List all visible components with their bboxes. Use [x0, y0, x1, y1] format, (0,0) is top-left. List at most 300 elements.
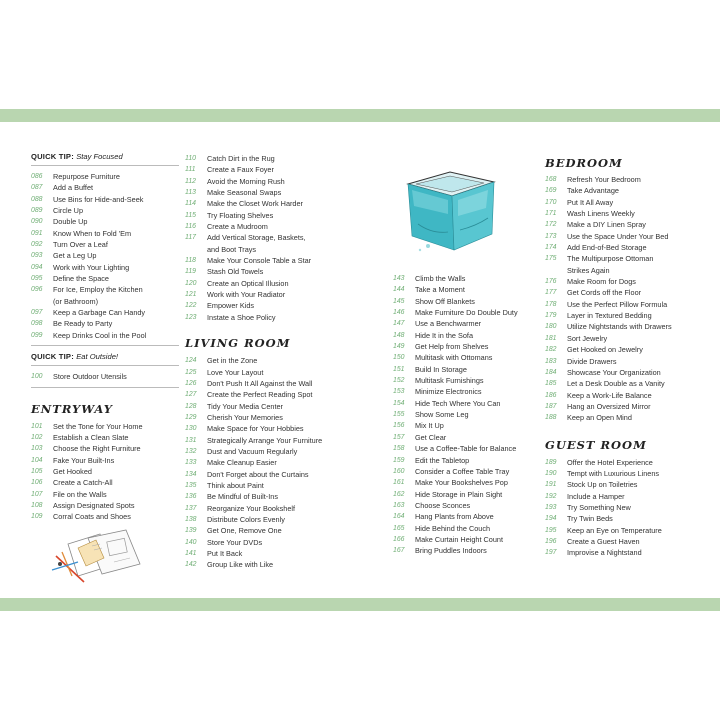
entry-number: 110: [185, 155, 196, 162]
entry-number: 142: [185, 561, 197, 569]
entry-number: 126: [185, 379, 197, 387]
toc-entry: [185, 525, 322, 536]
toc-entry: [545, 479, 672, 490]
entry-title: Instate a Shoe Policy: [207, 312, 276, 322]
entry-number: 096: [31, 286, 43, 294]
entry-number: 189: [545, 458, 557, 466]
toc-entry: [185, 266, 322, 277]
entry-title: Dust and Vacuum Regularly: [207, 446, 298, 456]
toc-entry: [545, 299, 672, 310]
entry-number: 155: [393, 411, 405, 419]
entry-number: 156: [393, 422, 405, 430]
toc-entry: [185, 164, 322, 175]
entry-number: 124: [185, 357, 197, 365]
toc-entry: [185, 300, 322, 311]
entry-number: 133: [185, 459, 197, 467]
toc-entry: [31, 284, 179, 295]
toc-entry: [545, 378, 672, 389]
entry-number: 151: [393, 365, 405, 373]
toc-entry: [545, 219, 672, 230]
toc-entry: [545, 525, 672, 536]
entry-number: 123: [185, 313, 197, 321]
quick-tip-heading: QUICK TIP: Stay Focused: [31, 152, 179, 166]
entry-title: Take Advantage: [567, 186, 619, 196]
toc-entry: [185, 278, 322, 289]
entry-number: 192: [545, 492, 557, 500]
entry-title: Keep an Open Mind: [567, 413, 632, 423]
teal-storage-box-illustration: [398, 154, 502, 258]
entry-number: 109: [31, 513, 43, 521]
toc-entry: [393, 307, 518, 318]
entry-title: Get Help from Shelves: [415, 342, 489, 352]
entry-title: Make Your Console Table a Star: [207, 256, 312, 266]
toc-entry: [185, 559, 322, 570]
toc-entry: [545, 401, 672, 412]
entry-number: 101: [31, 422, 43, 430]
entry-number: 168: [545, 176, 557, 183]
divider: [31, 387, 179, 388]
entry-number: 178: [545, 300, 557, 308]
entry-title: Utilize Nightstands with Drawers: [567, 322, 672, 332]
entry-number: 091: [31, 229, 43, 237]
entry-number: 187: [545, 402, 557, 410]
entry-title: Add a Buffet: [53, 183, 94, 193]
entry-number: 177: [545, 289, 557, 297]
entry-title: Hang an Oversized Mirror: [567, 401, 651, 411]
entry-number: 135: [185, 481, 197, 489]
section-title-bedroom: BEDROOM: [545, 156, 623, 170]
entry-title: Assign Designated Spots: [53, 500, 135, 510]
entry-number: 195: [545, 526, 557, 534]
entry-title: Add End-of-Bed Storage: [567, 243, 647, 253]
entry-number: 129: [185, 413, 197, 421]
toc-entry: [185, 289, 322, 300]
entry-title: Be Ready to Party: [53, 319, 113, 329]
toc-entry: [31, 205, 179, 216]
toc-entry: [185, 378, 322, 389]
entry-title-continuation: and Boot Trays: [207, 244, 257, 254]
toc-entry: [31, 182, 179, 193]
entry-title: Strategically Arrange Your Furniture: [207, 435, 323, 445]
entry-title: Use the Perfect Pillow Formula: [567, 299, 668, 309]
section-title-guest-room: GUEST ROOM: [545, 437, 647, 452]
entry-number: 197: [545, 549, 557, 557]
entry-number: 116: [185, 223, 196, 231]
entry-title: Use a Coffee-Table for Balance: [415, 444, 517, 454]
entry-number: 159: [393, 456, 405, 464]
toc-entry: [393, 296, 518, 307]
entry-title: Make Room for Dogs: [567, 277, 636, 287]
entry-title: Work with Your Radiator: [207, 290, 286, 300]
toc-entry: [393, 330, 518, 341]
toc-entry: [31, 330, 179, 341]
entry-title: Let a Desk Double as a Vanity: [567, 379, 665, 389]
entry-title: File on the Walls: [53, 489, 107, 499]
column-2: [185, 153, 322, 571]
toc-entry: [545, 333, 672, 344]
toc-entry: [545, 231, 672, 242]
entry-title: Keep a Garbage Can Handy: [53, 308, 146, 318]
entry-number: 112: [185, 177, 196, 185]
entry-title: Turn Over a Leaf: [53, 240, 108, 250]
entry-number: 160: [393, 467, 405, 475]
toc-entry: [393, 500, 518, 511]
entry-number: 180: [545, 323, 557, 331]
entry-number: 173: [545, 232, 557, 240]
entry-title: Choose Sconces: [415, 500, 471, 510]
entry-number: 089: [31, 207, 43, 215]
toc-entry: [185, 232, 322, 243]
entry-title: Show Off Blankets: [415, 296, 475, 306]
entry-number: 092: [31, 241, 43, 249]
entry-number: 196: [545, 537, 557, 545]
toc-list: [31, 421, 179, 523]
entry-title: Sort Jewelry: [567, 333, 608, 343]
entry-title: Add Vertical Storage, Baskets,: [207, 233, 306, 243]
entry-title: Hide Storage in Plain Sight: [415, 489, 503, 499]
toc-entry: [545, 208, 672, 219]
toc-entry: [31, 262, 179, 273]
entry-number: 144: [393, 286, 405, 294]
entry-number: 122: [185, 302, 197, 310]
entry-number: 179: [545, 312, 557, 320]
entry-number: 136: [185, 493, 197, 501]
entry-title: Be Mindful of Built-Ins: [207, 492, 278, 502]
entry-title: Empower Kids: [207, 301, 255, 311]
entry-title: Try Twin Beds: [567, 514, 613, 524]
entry-number: 087: [31, 184, 43, 192]
toc-entry: [31, 318, 179, 329]
entry-title: Keep an Eye on Temperature: [567, 525, 662, 535]
entry-title: Choose the Right Furniture: [53, 444, 141, 454]
entry-number: 125: [185, 368, 197, 376]
entry-title: Hide Behind the Couch: [415, 523, 491, 533]
entry-title: Refresh Your Bedroom: [567, 175, 641, 184]
toc-entry: [393, 466, 518, 477]
toc-entry: [31, 216, 179, 227]
entry-number: 113: [185, 189, 196, 197]
toc-entry: [393, 341, 518, 352]
entry-number: 105: [31, 467, 43, 475]
toc-entry: [31, 466, 179, 477]
entry-title: Bring Puddles Indoors: [415, 546, 487, 556]
paper-clutter-illustration: [48, 526, 148, 588]
entry-title: Get a Leg Up: [53, 251, 97, 261]
entry-number: 111: [185, 166, 196, 174]
toc-entry: [393, 409, 518, 420]
entry-number: 163: [393, 501, 405, 509]
entry-title: Create a Mudroom: [207, 222, 268, 232]
toc-entry: [545, 547, 672, 558]
entry-number: 185: [545, 380, 557, 388]
entry-number: 128: [185, 402, 197, 410]
toc-entry: [31, 455, 179, 466]
entry-number: 115: [185, 211, 196, 219]
toc-entry: [185, 312, 322, 323]
entry-title: Hide It in the Sofa: [415, 330, 474, 340]
entry-number: 193: [545, 503, 557, 511]
toc-entry: [545, 536, 672, 547]
entry-title: Get Clear: [415, 432, 447, 442]
entry-number: 149: [393, 343, 405, 351]
toc-entry: [31, 421, 179, 432]
entry-number: 169: [545, 187, 557, 195]
entry-title: Tidy Your Media Center: [207, 401, 283, 411]
toc-entry: [545, 321, 672, 332]
toc-entry: [393, 511, 518, 522]
entry-title: Minimize Electronics: [415, 387, 482, 397]
entry-number: 188: [545, 414, 557, 422]
entry-number: 165: [393, 524, 405, 532]
entry-title: Use the Space Under Your Bed: [567, 231, 669, 241]
toc-entry: [393, 364, 518, 375]
entry-title: Mix It Up: [415, 421, 444, 431]
entry-title: Make Curtain Height Count: [415, 534, 504, 544]
entry-title: Offer the Hotel Experience: [567, 457, 653, 467]
entry-title: Store Outdoor Utensils: [53, 372, 127, 382]
entry-title: Don't Push It All Against the Wall: [207, 378, 313, 388]
toc-entry: [185, 389, 322, 400]
entry-title: Think about Paint: [207, 480, 264, 490]
toc-entry: [545, 502, 672, 513]
entry-number: 093: [31, 252, 43, 260]
entry-title: Multitask Furnishings: [415, 376, 484, 386]
entry-title: Stash Old Towels: [207, 267, 264, 277]
entry-title-continuation: (or Bathroom): [53, 296, 99, 306]
entry-title: Don't Forget about the Curtains: [207, 469, 309, 479]
toc-list: [545, 457, 672, 559]
entry-title: Create the Perfect Reading Spot: [207, 390, 313, 400]
toc-entry: [185, 457, 322, 468]
toc-entry: [185, 423, 322, 434]
entry-title: Get Cords off the Floor: [567, 288, 642, 298]
toc-entry: [185, 548, 322, 559]
entry-title: Put It Back: [207, 549, 243, 558]
entry-title: Layer in Textured Bedding: [567, 311, 652, 321]
entry-number: 158: [393, 445, 405, 453]
toc-entry: [185, 412, 322, 423]
entry-title: Define the Space: [53, 274, 109, 284]
toc-entry: [545, 367, 672, 378]
entry-title: Circle Up: [53, 206, 84, 216]
entry-title: Use a Benchwarmer: [415, 319, 482, 329]
entry-title: Wash Linens Weekly: [567, 209, 635, 219]
toc-entry: [185, 210, 322, 221]
toc-entry: [545, 457, 672, 468]
entry-number: 184: [545, 368, 557, 376]
entry-title: Establish a Clean Slate: [53, 432, 129, 442]
quick-tip-heading: QUICK TIP: Eat Outside!: [31, 352, 179, 366]
entry-number: 176: [545, 278, 557, 286]
entry-number: 095: [31, 275, 43, 283]
entry-title: Create a Faux Foyer: [207, 165, 274, 175]
toc-entry: [31, 250, 179, 261]
entry-title: Consider a Coffee Table Tray: [415, 466, 510, 476]
entry-number: 190: [545, 469, 557, 477]
toc-entry: [545, 390, 672, 401]
toc-entry: [393, 318, 518, 329]
entry-title: Build In Storage: [415, 364, 467, 374]
column-4: [545, 156, 672, 559]
entry-number: 154: [393, 399, 405, 407]
entry-title: Hide Tech Where You Can: [415, 398, 501, 408]
toc-entry: [393, 386, 518, 397]
entry-title: Make the Closet Work Harder: [207, 199, 303, 209]
toc-entry: [185, 153, 322, 164]
section-title-entryway: ENTRYWAY: [31, 401, 113, 416]
toc-entry: [31, 239, 179, 250]
entry-number: 114: [185, 200, 196, 208]
toc-entry: [31, 443, 179, 454]
toc-entry: [393, 443, 518, 454]
entry-title: Create a Catch-All: [53, 478, 113, 488]
entry-title: Catch Dirt in the Rug: [207, 154, 275, 163]
toc-entry: [393, 352, 518, 363]
entry-number: 117: [185, 234, 196, 242]
toc-entry: [31, 194, 179, 205]
entry-number: 146: [393, 309, 405, 317]
toc-entry: [185, 480, 322, 491]
toc-entry: [31, 477, 179, 488]
entry-title: For Ice, Employ the Kitchen: [53, 285, 143, 295]
toc-entry: [185, 198, 322, 209]
entry-title: Try Floating Shelves: [207, 210, 274, 220]
bottom-green-band: [0, 598, 720, 611]
toc-entry: [185, 503, 322, 514]
toc-entry: [393, 375, 518, 386]
toc-entry: [31, 307, 179, 318]
entry-number: 174: [545, 244, 557, 252]
entry-number: 141: [185, 550, 197, 557]
entry-number: 145: [393, 297, 405, 305]
entry-number: 191: [545, 481, 557, 489]
toc-entry: [393, 489, 518, 500]
entry-number: 119: [185, 268, 196, 276]
column-1: [31, 152, 179, 523]
toc-entry: [393, 455, 518, 466]
entry-number: 088: [31, 195, 43, 203]
toc-entry: [545, 174, 672, 185]
toc-list: [31, 171, 179, 341]
entry-number: 172: [545, 221, 557, 229]
toc-entry: [185, 469, 322, 480]
toc-list: [185, 153, 322, 323]
entry-number: 139: [185, 527, 197, 535]
toc-entry: [393, 432, 518, 443]
toc-entry: [185, 255, 322, 266]
entry-number: 181: [545, 334, 557, 342]
entry-title: Love Your Layout: [207, 367, 264, 377]
entry-title: Keep Drinks Cool in the Pool: [53, 330, 147, 340]
entry-number: 157: [393, 433, 405, 441]
entry-title: Make Seasonal Swaps: [207, 188, 282, 198]
toc-entry: [545, 310, 672, 321]
toc-entry: [31, 228, 179, 239]
toc-entry: [545, 185, 672, 196]
entry-number: 182: [545, 346, 557, 354]
entry-number: 098: [31, 320, 43, 328]
entry-number: 167: [393, 547, 405, 555]
toc-entry: [185, 401, 322, 412]
entry-title: Tempt with Luxurious Linens: [567, 468, 660, 478]
entry-number: 102: [31, 433, 43, 441]
entry-number: 120: [185, 279, 197, 287]
entry-title: Edit the Tabletop: [415, 455, 470, 465]
toc-entry: [185, 187, 322, 198]
entry-number: 162: [393, 490, 405, 498]
toc-entry: [393, 420, 518, 431]
entry-number: 164: [393, 513, 405, 521]
toc-entry: [31, 489, 179, 500]
toc-entry: [185, 537, 322, 548]
entry-title: Get Hooked: [53, 466, 92, 476]
entry-title: Improvise a Nightstand: [567, 548, 642, 558]
toc-entry: [185, 176, 322, 187]
toc-entry: [545, 287, 672, 298]
entry-title: Hang Plants from Above: [415, 512, 494, 522]
entry-number: 137: [185, 504, 197, 512]
toc-entry: [31, 273, 179, 284]
entry-title: Create a Guest Haven: [567, 536, 640, 546]
entry-number: 148: [393, 331, 405, 339]
toc-list: [393, 273, 518, 557]
entry-title: Create an Optical Illusion: [207, 278, 289, 288]
entry-title: Make Cleanup Easier: [207, 458, 277, 468]
entry-title: Put It All Away: [567, 197, 614, 207]
entry-title: Divide Drawers: [567, 356, 617, 366]
entry-number: 108: [31, 501, 43, 509]
entry-title: Make Your Bookshelves Pop: [415, 478, 508, 488]
toc-entry: [31, 500, 179, 511]
toc-entry: [545, 242, 672, 253]
toc-entry: [185, 491, 322, 502]
toc-entry: [545, 197, 672, 208]
toc-entry: [185, 367, 322, 378]
toc-entry: [545, 276, 672, 287]
toc-entry: [393, 477, 518, 488]
entry-title: Take a Moment: [415, 285, 465, 295]
entry-title: Make Space for Your Hobbies: [207, 424, 304, 434]
entry-number: 175: [545, 255, 557, 263]
entry-number: 170: [545, 198, 557, 206]
entry-title: Know When to Fold 'Em: [53, 228, 132, 238]
column-3: [393, 273, 518, 557]
entry-number: 147: [393, 320, 405, 328]
toc-entry: [185, 221, 322, 232]
entry-number: 171: [545, 210, 557, 218]
entry-number: 086: [31, 173, 43, 180]
entry-title: Stock Up on Toiletries: [567, 480, 638, 490]
entry-title: Store Your DVDs: [207, 537, 263, 547]
toc-entry: [545, 412, 672, 423]
entry-number: 150: [393, 354, 405, 362]
entry-number: 118: [185, 257, 196, 265]
entry-title: Fake Your Built-Ins: [53, 455, 115, 465]
entry-number: 104: [31, 456, 43, 464]
entry-title: Double Up: [53, 217, 88, 227]
toc-list: [31, 371, 179, 382]
entry-number: 107: [31, 490, 43, 498]
entry-title: Corral Coats and Shoes: [53, 512, 131, 522]
entry-number: 194: [545, 515, 557, 523]
entry-title: Make Furniture Do Double Duty: [415, 308, 518, 318]
toc-entry: [393, 398, 518, 409]
entry-title: Get One, Remove One: [207, 526, 282, 536]
toc-entry: [185, 435, 322, 446]
entry-title: Use Bins for Hide-and-Seek: [53, 194, 144, 204]
entry-title: Try Something New: [567, 502, 631, 512]
entry-number: 121: [185, 291, 197, 299]
